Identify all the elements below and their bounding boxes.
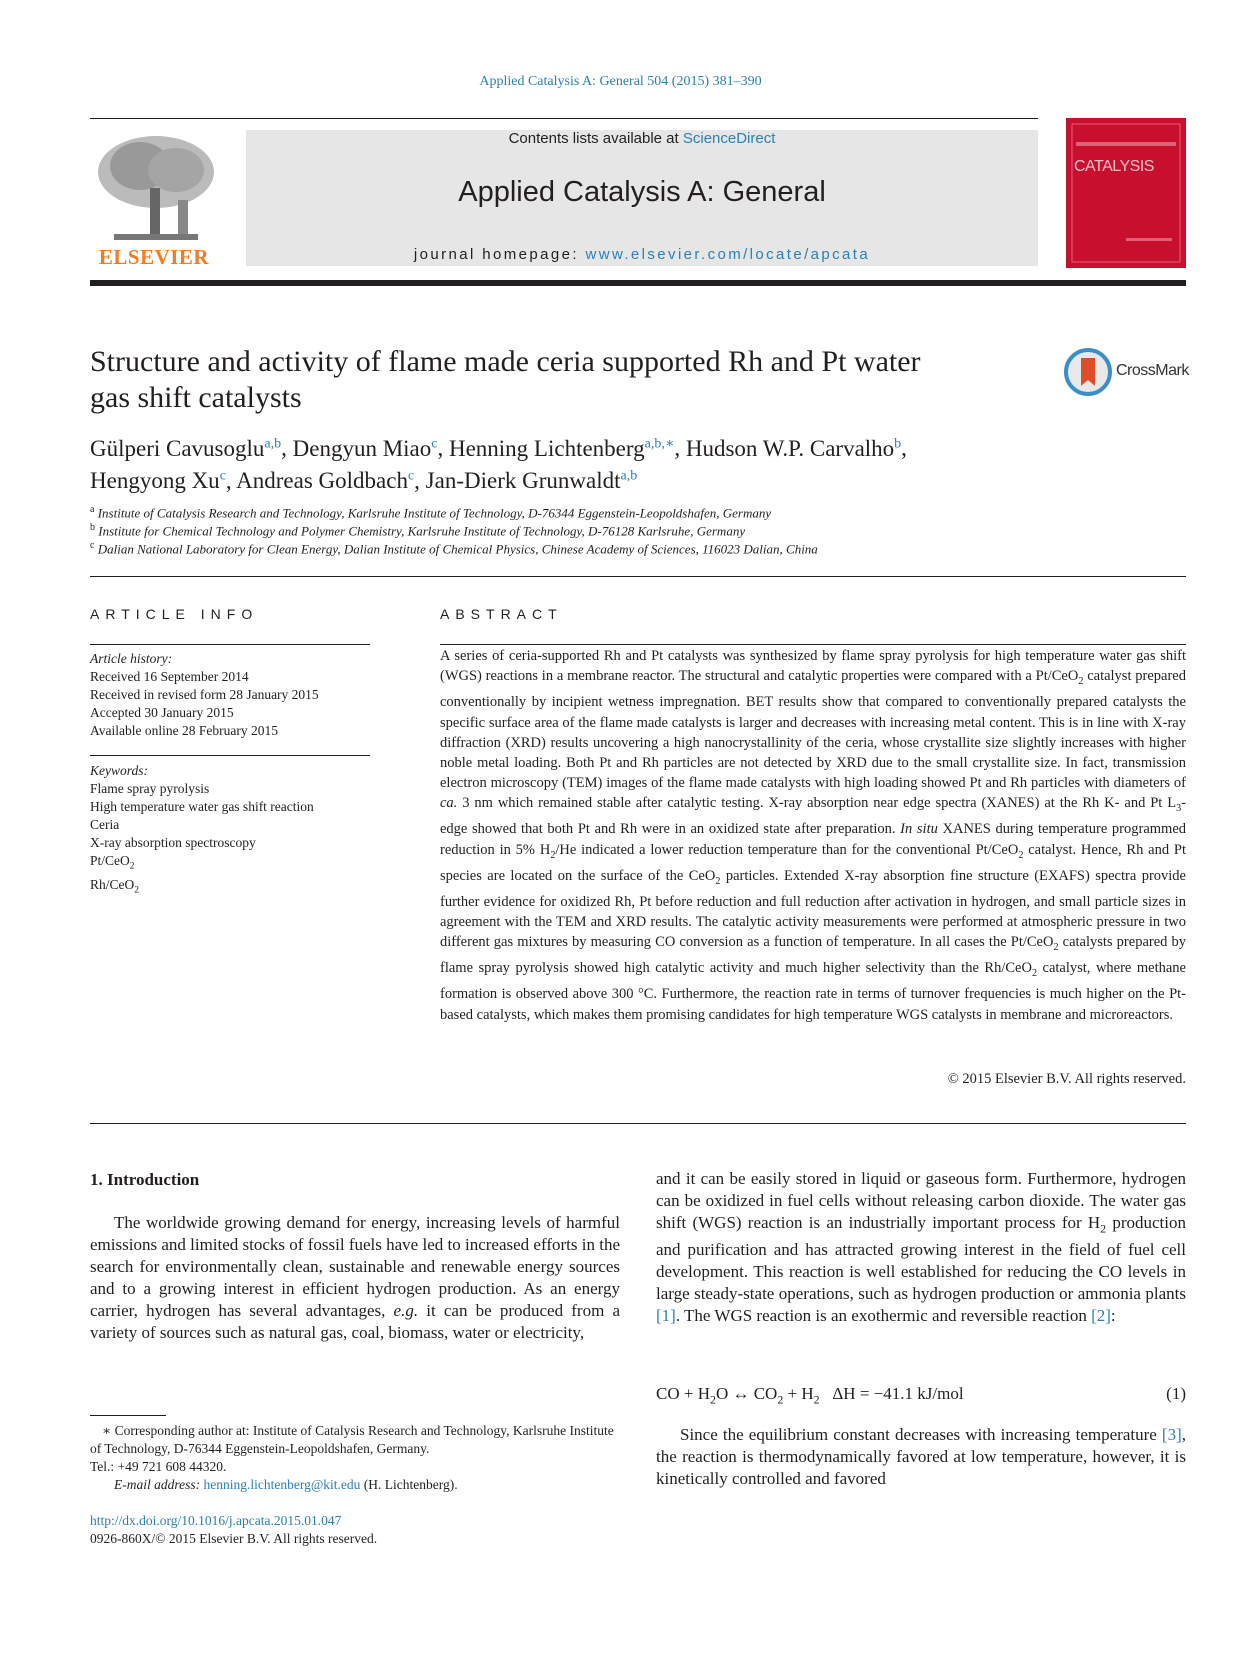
section-heading-introduction: 1. Introduction <box>90 1170 200 1189</box>
body-text: and it can be easily stored in liquid or gaseous form. Furthermore, hydrogen can be oxidized in fuel cells without releasing carbon dioxide. The water gas shift (WGS) reaction is an industrially important process for H <box>656 1169 1186 1232</box>
equation-text: ΔH = −41.1 kJ/mol <box>819 1384 964 1403</box>
email-link[interactable]: henning.lichtenberg@kit.edu <box>203 1477 361 1492</box>
body-text: it can be produced from a variety of sources such as natural gas, coal, biomass, water or electricity, <box>90 1301 621 1342</box>
affiliation-mark[interactable]: c <box>407 468 415 484</box>
issn-line: 0926-860X/© 2015 Elsevier B.V. All rights reserved. <box>90 1531 378 1546</box>
affiliation-mark: c <box>90 540 95 551</box>
keyword: Flame spray pyrolysis <box>90 781 210 796</box>
subscript: 2 <box>134 885 139 896</box>
author[interactable] <box>449 436 674 461</box>
journal-cover[interactable] <box>1066 118 1186 268</box>
homepage-prefix: journal homepage: <box>413 246 586 263</box>
revised-date: Received in revised form 28 January 2015 <box>90 687 319 702</box>
abstract-copyright: © 2015 Elsevier B.V. All rights reserved. <box>947 1071 1186 1087</box>
sciencedirect-link[interactable]: ScienceDirect <box>682 130 776 147</box>
equation-1 <box>656 1384 1186 1407</box>
affiliation-mark[interactable]: a,b <box>264 436 282 451</box>
author-name: Andreas Goldbach <box>236 468 408 494</box>
journal-reference[interactable]: Applied Catalysis A: General 504 (2015) 381–390 <box>479 74 762 89</box>
abstract-segment: XANES during temperature programmed reduction in 5% H <box>440 821 1186 858</box>
separator: , <box>674 435 686 461</box>
keyword <box>90 852 370 876</box>
author-line-1 <box>90 430 1190 463</box>
abstract-segment: /He indicated a lower reduction temperature than for the conventional Pt/CeO <box>555 841 1019 858</box>
online-date: Available online 28 February 2015 <box>90 723 278 738</box>
keyword <box>90 876 370 900</box>
author-name: Henning Lichtenberg <box>448 435 645 461</box>
homepage-line <box>246 246 1038 263</box>
cover-title: CATALYSIS <box>1074 158 1154 175</box>
affiliation-mark[interactable]: c <box>219 468 226 484</box>
crossmark-icon <box>1064 348 1112 396</box>
author[interactable] <box>236 468 414 493</box>
contents-line <box>246 130 1038 147</box>
subscript: 3 <box>1176 803 1182 815</box>
accepted-date: Accepted 30 January 2015 <box>90 705 234 720</box>
equation-text: O ↔ CO <box>715 1384 778 1403</box>
keywords <box>90 762 370 899</box>
author[interactable] <box>426 468 638 493</box>
article-info-heading: ARTICLE INFO <box>90 606 259 622</box>
journal-banner <box>246 130 1038 266</box>
subscript: 2 <box>1053 942 1059 954</box>
author-name: Hudson W.P. Carvalho <box>685 435 895 461</box>
affiliation-text: Institute for Chemical Technology and Polymer Chemistry, Karlsruhe Institute of Technology, D-76128 Karlsruhe, Germany <box>98 523 746 539</box>
affiliation-mark: b <box>90 522 95 533</box>
abstract-rule <box>440 644 1186 645</box>
affiliation-mark[interactable]: b <box>894 436 902 451</box>
affiliation-rule <box>90 576 1186 577</box>
author-name: Dengyun Miao <box>292 435 432 461</box>
separator: , <box>281 435 293 461</box>
journal-title: Applied Catalysis A: General <box>458 176 826 208</box>
footnote-mark: ∗ <box>102 1423 112 1438</box>
abstract-heading: ABSTRACT <box>440 606 563 622</box>
abstract-segment: -edge showed that both Pt and Rh were in an oxidized state after preparation. <box>440 795 1186 838</box>
author[interactable] <box>686 436 901 461</box>
affiliation-c <box>90 537 1190 558</box>
author[interactable] <box>293 436 438 461</box>
doi-link[interactable]: http://dx.doi.org/10.1016/j.apcata.2015.01.047 <box>90 1513 342 1528</box>
author[interactable] <box>90 436 281 461</box>
subscript: 2 <box>1031 968 1037 980</box>
citation-link[interactable]: [2] <box>1091 1306 1111 1326</box>
abstract-text <box>440 646 1186 1025</box>
keyword: X-ray absorption spectroscopy <box>90 835 256 850</box>
subscript: 2 <box>129 861 135 872</box>
article-title <box>90 344 1050 416</box>
abstract-segment: A series of ceria-supported Rh and Pt catalysts was synthesized by flame spray pyrolysis for high temperature water gas shift (WGS) reactions in a membrane reactor. The structural and catalytic properties were compared with a Pt/CeO <box>440 648 1186 685</box>
subscript: 2 <box>715 875 721 887</box>
abstract-segment: particles. Extended X-ray absorption fine structure (EXAFS) spectra provide further evidence for oxidized Rh, Pt before reduction and full reduction after activation in hydrogen, and small particle sizes in agreement with the TEM and XRD results. The catalytic activity measurements were performed at atmospheric pressure in two different gas mixtures by measuring CO conversion as a function of temperature. In all cases the Pt/CeO <box>440 867 1186 951</box>
email-label: E-mail address: <box>114 1477 204 1492</box>
separator: , <box>901 435 907 461</box>
article-history <box>90 650 370 740</box>
keyword-text: Rh/CeO <box>90 876 135 892</box>
cover-art-icon <box>1066 118 1186 268</box>
subscript: 2 <box>813 1392 820 1407</box>
separator: , <box>414 468 426 494</box>
body-text: The worldwide growing demand for energy, increasing levels of harmful emissions and limited stocks of fossil fuels have led to increased efforts in the search for environmentally clean, sustainable and renewable energy sources and to a growing interest in efficient hydrogen production. As an energy carrier, hydrogen has several advantages, <box>90 1213 620 1320</box>
abstract-segment: catalyst prepared conventionally by incipient wetness impregnation. BET results show that compared to conventionally prepared catalysts the specific surface area of the flame made catalysts is larger and decreases with increasing metal content. This is in line with X-ray diffraction (XRD) results uncovering a high nanocrystallinity of the ceria, whose crystallite size slightly increases with higher noble metal loading. Both Pt and Rh particles are not detected by XRD due to the small crystallite size. In fact, transmission electron microscopy (TEM) images of the flame made catalysts with high loading showed Pt and Rh particles with diameters of <box>440 668 1186 792</box>
abstract-segment: catalyst, where methane formation is observed above 300 °C. Furthermore, the reaction rate in terms of turnover frequencies is much higher on the Pt-based catalysts, which makes them promising candidates for high temperature WGS catalysts in membrane and microreactors. <box>440 960 1186 1023</box>
affiliation-text: Dalian National Laboratory for Clean Energy, Dalian Institute of Chemical Physics, Chinese Academy of Sciences, 116023 Dalian, China <box>97 541 818 557</box>
abstract-italic: ca. <box>440 795 458 812</box>
body-text: production and purification and has attracted growing interest in the field of fuel cell development. This reaction is well established for reducing the CO levels in large steady-state operations, such as hydrogen production or ammonia plants <box>656 1213 1186 1304</box>
affiliation-mark: a <box>90 504 95 515</box>
author[interactable] <box>90 468 226 493</box>
abstract-end-rule <box>90 1123 1186 1124</box>
affiliation-mark[interactable]: a,b,∗ <box>644 436 675 451</box>
elsevier-wordmark: ELSEVIER <box>98 245 210 269</box>
abstract-italic: In situ <box>900 821 938 838</box>
keywords-label: Keywords: <box>90 763 148 778</box>
footnote-text <box>90 1422 620 1458</box>
author-line-2 <box>90 463 1190 496</box>
keywords-rule <box>90 755 370 756</box>
intro-right-paragraph-2 <box>656 1424 1186 1490</box>
footnote-body: Corresponding author at: Institute of Catalysis Research and Technology, Karlsruhe Institute of Technology, D-76344 Eggenstein-Leopoldshafen, Germany. <box>90 1423 614 1456</box>
keyword-text: Pt/CeO <box>90 853 130 868</box>
author-name: Hengyong Xu <box>90 468 220 494</box>
subscript: 2 <box>1018 849 1024 861</box>
keyword: Ceria <box>90 817 120 832</box>
citation-link[interactable]: [1] <box>656 1306 676 1326</box>
separator: , <box>437 435 449 461</box>
intro-right-paragraph <box>656 1168 1186 1327</box>
email-suffix: (H. Lichtenberg). <box>360 1477 458 1492</box>
corresponding-author-footnote <box>90 1422 620 1494</box>
crossmark-label: CrossMark <box>1116 362 1189 379</box>
affiliation-mark[interactable]: a,b <box>620 468 638 484</box>
homepage-link[interactable]: www.elsevier.com/locate/apcata <box>585 246 871 263</box>
doi-block <box>90 1512 377 1548</box>
subscript: 2 <box>550 849 556 861</box>
affiliation-mark[interactable]: c <box>431 436 438 451</box>
author-name: Jan-Dierk Grunwaldt <box>425 468 621 494</box>
tree-icon <box>90 130 218 242</box>
footnote-rule <box>90 1415 166 1416</box>
crossmark-badge[interactable] <box>1064 348 1188 398</box>
abstract-segment: catalysts prepared by flame spray pyrolysis showed high catalytic activity and much higher selectivity than the Rh/CeO <box>440 934 1186 977</box>
history-label: Article history: <box>90 651 173 666</box>
abstract-segment: catalyst. Hence, Rh and Pt species are located on the surface of the CeO <box>440 841 1187 884</box>
title-line-2: gas shift catalysts <box>90 381 302 414</box>
author-name: Gülperi Cavusoglu <box>90 435 265 461</box>
intro-left-paragraph <box>90 1212 620 1344</box>
body-text: , the reaction is thermodynamically favored at low temperature, however, it is kinetically controlled and favored <box>656 1425 1186 1488</box>
info-rule <box>90 644 370 645</box>
contents-prefix: Contents lists available at <box>508 130 683 147</box>
affiliation-text: Institute of Catalysis Research and Technology, Karlsruhe Institute of Technology, D-76344 Eggenstein-Leopoldshafen, Germany <box>97 505 772 521</box>
subscript: 2 <box>1078 676 1084 688</box>
subscript: 2 <box>777 1392 784 1407</box>
equation-text: + H <box>783 1384 814 1403</box>
body-italic: e.g. <box>393 1301 419 1320</box>
body-text: . The WGS reaction is an exothermic and reversible reaction <box>675 1306 1092 1326</box>
citation-link[interactable]: [3] <box>1161 1425 1182 1444</box>
body-text: : <box>1110 1306 1116 1326</box>
subscript: 2 <box>709 1392 716 1407</box>
separator: , <box>225 468 237 494</box>
elsevier-logo[interactable] <box>90 130 218 270</box>
author-list <box>90 430 1190 495</box>
keyword: High temperature water gas shift reaction <box>90 799 314 814</box>
equation-text: CO + H <box>656 1384 710 1403</box>
received-date: Received 16 September 2014 <box>90 669 249 684</box>
subscript: 2 <box>1100 1221 1107 1236</box>
abstract-segment: 3 nm which remained stable after catalytic testing. X-ray absorption near edge spectra (XANES) at the Rh K- and Pt L <box>457 795 1177 812</box>
top-rule <box>90 118 1038 119</box>
equation-number: (1) <box>1166 1384 1186 1403</box>
footnote-tel: Tel.: +49 721 608 44320. <box>90 1459 227 1474</box>
header-rule <box>90 280 1186 286</box>
title-line-1: Structure and activity of flame made ceria supported Rh and Pt water <box>90 345 921 378</box>
body-text: Since the equilibrium constant decreases with increasing temperature <box>680 1425 1162 1444</box>
footnote-email <box>90 1476 620 1494</box>
